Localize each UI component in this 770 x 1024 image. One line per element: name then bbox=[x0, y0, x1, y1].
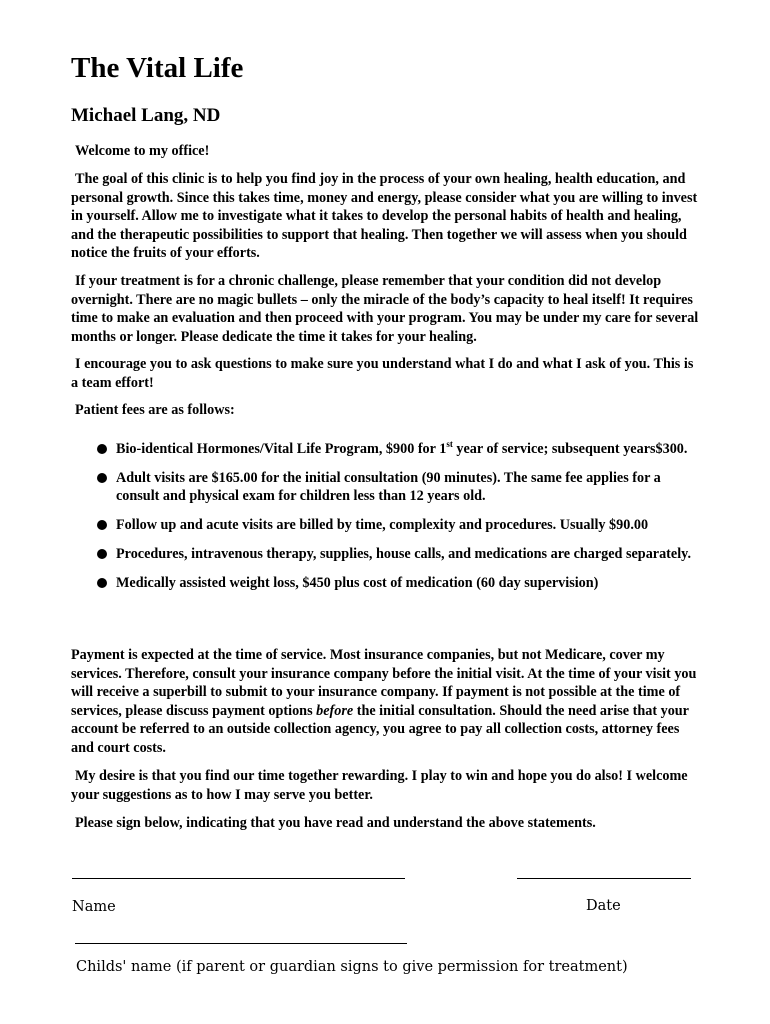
name-signature-line[interactable] bbox=[72, 878, 405, 879]
questions-paragraph: I encourage you to ask questions to make sure you understand what I do and what I ask of you. This is a team effort! bbox=[71, 356, 694, 391]
ordinal-suffix: st bbox=[446, 439, 453, 449]
fee-item-hormones-text-cont: year of service; subsequent years$300. bbox=[452, 441, 688, 457]
payment-emphasis: before bbox=[316, 702, 354, 719]
fee-item-follow-up bbox=[97, 516, 707, 534]
fee-item-adult-visits-text: Adult visits are $165.00 for the initial consultation (90 minutes). The same fee applies for a consult and physical exam for children less than 12 years old. bbox=[116, 470, 661, 504]
date-signature-line[interactable] bbox=[517, 878, 691, 879]
date-label: Date bbox=[586, 898, 621, 914]
welcome-text: Welcome to my office! bbox=[75, 143, 210, 159]
page-title: The Vital Life bbox=[71, 52, 244, 84]
doctor-name: Michael Lang, ND bbox=[71, 105, 221, 126]
fees-list bbox=[97, 440, 707, 603]
bullet-icon bbox=[97, 549, 107, 559]
fee-item-procedures bbox=[97, 545, 707, 563]
bullet-icon bbox=[97, 444, 107, 454]
fee-item-weight-loss bbox=[97, 574, 707, 592]
goal-paragraph: The goal of this clinic is to help you find joy in the process of your own healing, health education, and personal growth. Since this takes time, money and energy, please consider what you are willing to invest in yourself. Allow me to investigate what it takes to develop the personal habits of health and healing, and the therapeutic possibilities to support that healing. Then together we will assess when you should notice the fruits of your efforts. bbox=[71, 171, 698, 261]
bullet-icon bbox=[97, 473, 107, 483]
fee-item-adult-visits bbox=[97, 469, 707, 505]
chronic-paragraph: If your treatment is for a chronic challenge, please remember that your condition did not develop overnight. There are no magic bullets – only the miracle of the body’s capacity to heal itself! It requires time to make an evaluation and then proceed with your program. You may be under my care for several months or longer. Please dedicate the time it takes for your healing. bbox=[71, 273, 699, 345]
fee-item-weight-loss-text: Medically assisted weight loss, $450 plus cost of medication (60 day supervision) bbox=[116, 575, 599, 591]
sign-instruction: Please sign below, indicating that you have read and understand the above statements. bbox=[75, 815, 596, 831]
fee-item-follow-up-text: Follow up and acute visits are billed by time, complexity and procedures. Usually $90.00 bbox=[116, 517, 649, 533]
fee-item-hormones-text: Bio-identical Hormones/Vital Life Program, $900 for 1 bbox=[116, 441, 447, 457]
payment-text-cont: the initial consultation. Should the need arise that your account be referred to an outside collection agency, you agree to pay all collection costs, attorney fees and court costs. bbox=[71, 702, 689, 756]
payment-text: Payment is expected at the time of service. Most insurance companies, but not Medicare, cover my services. Therefore, consult your insurance company before the initial visit. At the time of your visit you will receive a superbill to submit to your insurance company. If payment is not possible at the time of services, please discuss payment options bbox=[71, 647, 697, 719]
bullet-icon bbox=[97, 578, 107, 588]
name-label: Name bbox=[72, 899, 116, 915]
fees-intro: Patient fees are as follows: bbox=[75, 402, 235, 418]
child-name-signature-line[interactable] bbox=[75, 943, 407, 944]
desire-paragraph: My desire is that you find our time together rewarding. I play to win and hope you do also! I welcome your suggestions as to how I may serve you better. bbox=[71, 768, 688, 803]
fee-item-procedures-text: Procedures, intravenous therapy, supplies, house calls, and medications are charged separately. bbox=[116, 546, 692, 562]
payment-paragraph bbox=[71, 646, 703, 757]
bullet-icon bbox=[97, 520, 107, 530]
child-name-label: Childs' name (if parent or guardian signs to give permission for treatment) bbox=[76, 959, 628, 975]
fee-item-hormones bbox=[97, 440, 707, 458]
